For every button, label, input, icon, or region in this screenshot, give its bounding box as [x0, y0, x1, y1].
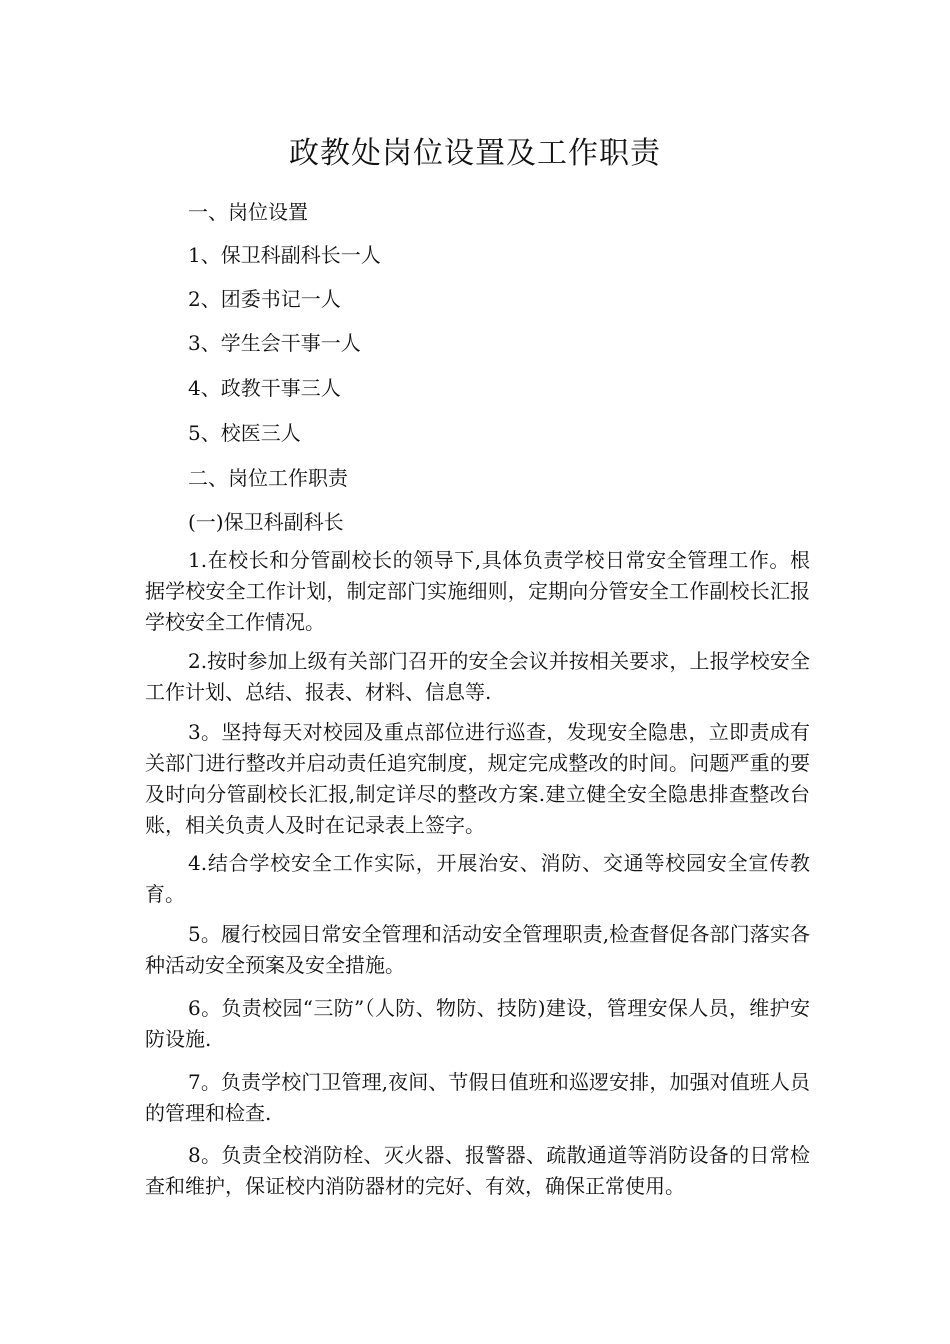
- position-item: 5、校医三人: [188, 421, 301, 445]
- position-item: 1、保卫科副科长一人: [188, 243, 381, 267]
- duty-paragraph: 4.结合学校安全工作实际，开展治安、消防、交通等校园安全宣传教育。: [145, 851, 810, 906]
- document-title: 政教处岗位设置及工作职责: [289, 136, 661, 171]
- duty-paragraph: 8。负责全校消防栓、灭火器、报警器、疏散通道等消防设备的日常检查和维护，保证校内消防器材的完好、有效，确保正常使用。: [145, 1143, 810, 1198]
- duty-paragraph: 5。履行校园日常安全管理和活动安全管理职责,检查督促各部门落实各种活动安全预案及安全措施。: [145, 922, 810, 977]
- position-item: 3、学生会干事一人: [188, 331, 361, 355]
- subsection-heading-security: (一)保卫科副科长: [188, 510, 344, 534]
- position-item: 2、团委书记一人: [188, 287, 341, 311]
- duty-paragraph: 7。负责学校门卫管理,夜间、节假日值班和巡逻安排，加强对值班人员的管理和检查.: [145, 1070, 810, 1125]
- section-heading-duties: 二、岗位工作职责: [188, 466, 348, 490]
- duty-paragraph: 6。负责校园“三防”（人防、物防、技防)建设，管理安保人员，维护安防设施.: [145, 996, 810, 1051]
- duty-paragraph: 2.按时参加上级有关部门召开的安全会议并按相关要求，上报学校安全工作计划、总结、报表、材料、信息等.: [145, 649, 810, 704]
- duty-paragraph: 3。坚持每天对校园及重点部位进行巡查，发现安全隐患，立即责成有关部门进行整改并启动责任追究制度，规定完成整改的时间。问题严重的要及时向分管副校长汇报,制定详尽的整改方案.建立健全安全隐患排查整改台账，相关负责人及时在记录表上签字。: [145, 720, 810, 837]
- duty-paragraph: 1.在校长和分管副校长的领导下,具体负责学校日常安全管理工作。根据学校安全工作计划，制定部门实施细则，定期向分管安全工作副校长汇报学校安全工作情况。: [145, 548, 810, 634]
- position-item: 4、政教干事三人: [188, 376, 341, 400]
- section-heading-positions: 一、岗位设置: [188, 200, 308, 224]
